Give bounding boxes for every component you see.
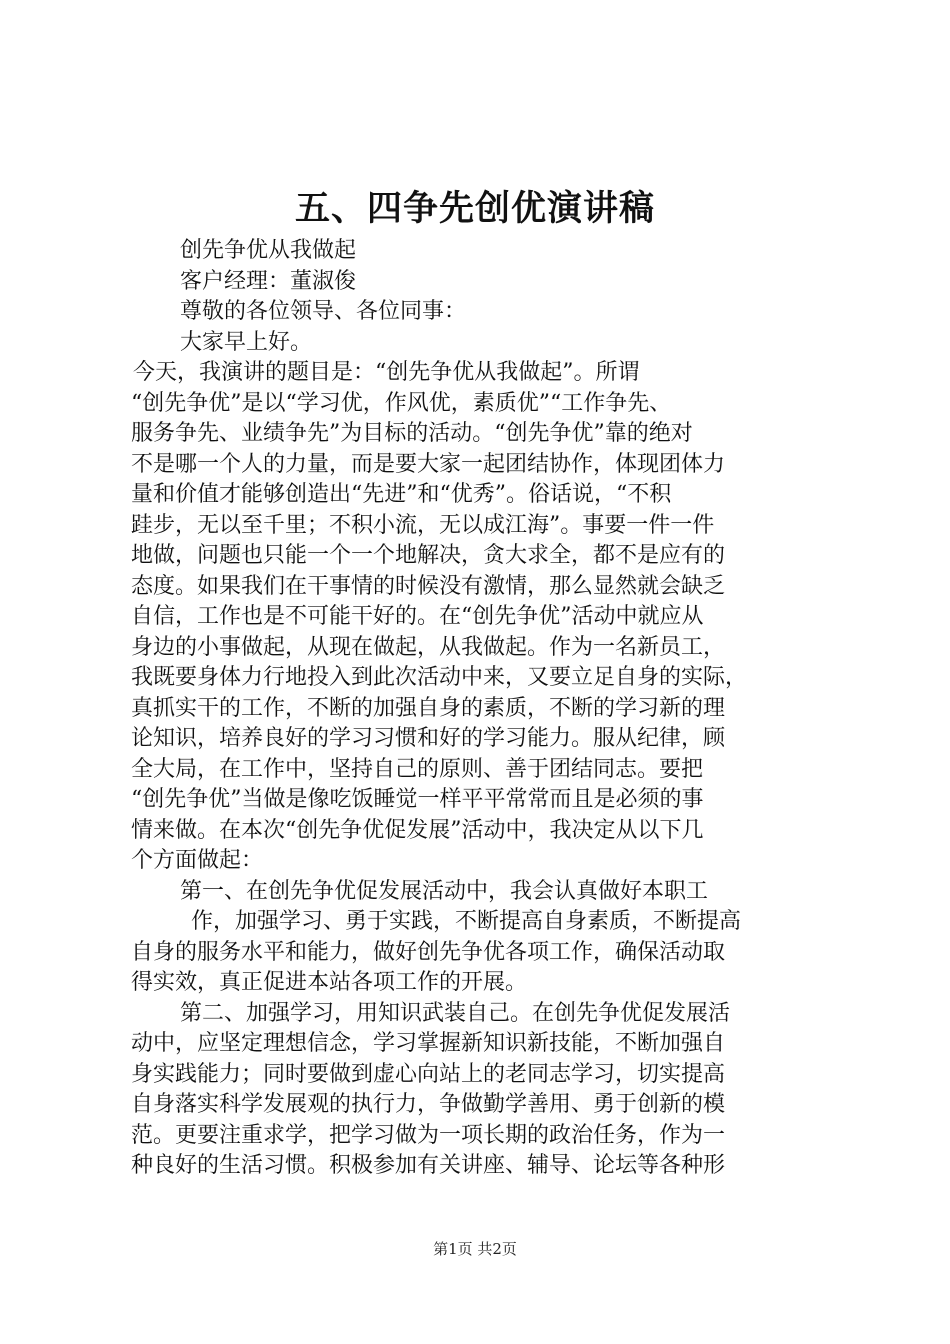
text-line: “创先争优”当做是像吃饭睡觉一样平平常常而且是必须的事 <box>131 787 704 812</box>
text-line: 自身的服务水平和能力，做好创先争优各项工作，确保活动取 <box>131 939 726 965</box>
text-line: 客户经理：董淑俊 <box>180 268 357 294</box>
text-line: 种良好的生活习惯。积极参加有关讲座、辅导、论坛等各种形 <box>131 1153 726 1178</box>
text-line: 创先争优从我做起 <box>180 238 357 263</box>
text-line: 服务争先、业绩争先”为目标的活动。“创先争优”靠的绝对 <box>131 421 693 446</box>
text-line: 情来做。在本次“创先争优促发展”活动中，我决定从以下几 <box>131 817 704 843</box>
text-line: 态度。如果我们在干事情的时候没有激情，那么显然就会缺乏 <box>131 573 726 599</box>
text-line: 量和价值才能够创造出“先进”和“优秀”。俗话说，“不积 <box>131 482 672 507</box>
text-line: 不是哪一个人的力量，而是要大家一起团结协作，体现团体力 <box>131 451 726 477</box>
text-line: 身边的小事做起，从现在做起，从我做起。作为一名新员工， <box>131 634 726 660</box>
text-line: 大家早上好。 <box>180 329 313 355</box>
text-line: 真抓实干的工作，不断的加强自身的素质，不断的学习新的理 <box>131 695 726 721</box>
page-title: 五、四争先创优演讲稿 <box>294 188 655 229</box>
text-line: 全大局，在工作中，坚持自己的原则、善于团结同志。要把 <box>131 756 704 782</box>
text-line: 今天，我演讲的题目是：“创先争优从我做起”。所谓 <box>133 360 640 385</box>
text-line: 我既要身体力行地投入到此次活动中来，又要立足自身的实际， <box>131 665 748 690</box>
text-line: 自信，工作也是不可能干好的。在“创先争优”活动中就应从 <box>131 604 704 629</box>
text-line: 跬步，无以至千里；不积小流，无以成江海”。事要一件一件 <box>131 512 715 538</box>
page-footer: 第1页 共2页 <box>433 1240 517 1258</box>
text-line: 作，加强学习、勇于实践，不断提高自身素质，不断提高 <box>191 909 742 934</box>
text-line: “创先争优”是以“学习优，作风优，素质优”“工作争先、 <box>131 390 672 416</box>
text-line: 论知识，培养良好的学习习惯和好的学习能力。服从纪律，顾 <box>131 726 726 751</box>
text-line: 尊敬的各位领导、各位同事： <box>180 299 467 324</box>
text-line: 第一、在创先争优促发展活动中，我会认真做好本职工 <box>180 878 709 904</box>
text-line: 身实践能力；同时要做到虚心向站上的老同志学习，切实提高 <box>131 1061 726 1087</box>
text-line: 得实效，真正促进本站各项工作的开展。 <box>131 970 528 995</box>
text-line: 动中，应坚定理想信念，学习掌握新知识新技能，不断加强自 <box>131 1031 726 1056</box>
document-body <box>131 236 831 1182</box>
text-line: 第二、加强学习，用知识武装自己。在创先争优促发展活 <box>180 1000 731 1026</box>
text-line: 范。更要注重求学，把学习做为一项长期的政治任务，作为一 <box>131 1122 726 1148</box>
text-line: 个方面做起： <box>131 848 264 873</box>
text-line: 地做，问题也只能一个一个地解决，贪大求全，都不是应有的 <box>131 543 726 568</box>
text-line: 自身落实科学发展观的执行力，争做勤学善用、勇于创新的模 <box>131 1092 726 1117</box>
